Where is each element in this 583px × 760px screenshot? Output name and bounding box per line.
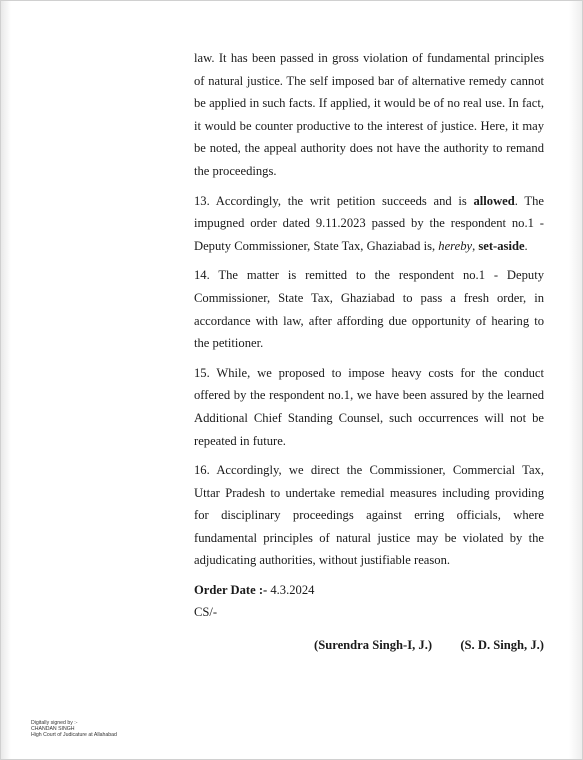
p13-text-a: 13. Accordingly, the writ petition succeeds and is	[194, 193, 474, 208]
signature-line-3: High Court of Judicature at Allahabad	[31, 731, 117, 738]
p13-hereby: hereby	[438, 238, 473, 253]
p13-text-c: . The impugned order dated 9.11.2023 passed by the respondent no.1 - Deputy Commissioner, State Tax, Ghaziabad is,	[194, 193, 544, 253]
signature-line-2: CHANDAN SINGH	[31, 725, 75, 732]
digital-signature	[31, 721, 117, 738]
paragraph-continuation: law. It has been passed in gross violation of fundamental principles of natural justice. The self imposed bar of alternative remedy cannot be applied in such facts. If applied, it would be of no real use. In fact, it would be counter productive to the interest of justice. Here, it may be noted, the appeal authority does not have the authority to remand the proceedings.	[194, 51, 544, 178]
p13-text-e: ,	[472, 238, 479, 253]
judgment-body	[194, 47, 544, 623]
judges-signature-block	[314, 638, 544, 653]
signature-line-1: Digitally signed by :-	[31, 720, 78, 726]
paragraph-15: 15. While, we proposed to impose heavy costs for the conduct offered by the respondent no.1, we have been assured by the learned Additional Chief Standing Counsel, such occurrences will not be repeated in future.	[194, 365, 544, 448]
judge-2: (S. D. Singh, J.)	[460, 638, 544, 652]
paragraph-16: 16. Accordingly, we direct the Commissioner, Commercial Tax, Uttar Pradesh to undertake remedial measures including providing for disciplinary proceedings against erring officials, where fundamental principles of natural justice may be violated by the adjudicating authorities, without justifiable reason.	[194, 463, 544, 568]
order-date	[194, 579, 544, 601]
p13-set-aside: set-aside	[478, 238, 525, 253]
order-date-label: Order Date :-	[194, 583, 268, 598]
p13-text-g: .	[524, 238, 528, 253]
p13-allowed: allowed	[473, 193, 515, 208]
paragraph-13	[194, 190, 544, 258]
order-date-value: 4.3.2024	[267, 583, 315, 598]
paragraph-14: 14. The matter is remitted to the respondent no.1 - Deputy Commissioner, State Tax, Ghaziabad to pass a fresh order, in accordance with law, after affording due opportunity of hearing to the petitioner.	[194, 268, 544, 351]
cs-marker: CS/-	[194, 605, 218, 620]
judge-1: (Surendra Singh-I, J.)	[314, 638, 433, 652]
